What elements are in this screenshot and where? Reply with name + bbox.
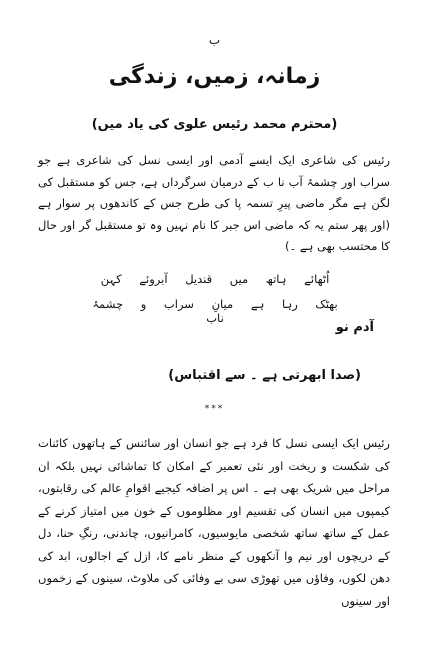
section-letter: ب: [208, 33, 221, 47]
section-separator: ***: [204, 404, 225, 414]
source-citation: (صدا ابھرتی ہے ۔ سے اقتباس): [168, 368, 361, 383]
paragraph-1: رئیس کی شاعری ایک ایسے آدمی اور ایسی نسل کی شاعری ہے جو سراب اور چشمۂ آب نا ب کے درمیان سرگرداں ہے، جس کو مستقبل کی لگن ہے مگر ماضی پیرِ تسمہ پا کی طرح جس کے کاندھوں پر سوار ہے (اور پھر ستم یہ کہ ماضی اس جبر کا نام نہیں وہ تو مستقبل گر اور حال کا محتسب بھی ہے ۔): [38, 153, 390, 253]
paragraph-2: رئیس ایک ایسی نسل کا فرد ہے جو انسان اور سائنس کے ہاتھوں کائنات کی شکست و ریخت اور نئی تعمیر کے امکان کا تماشائی نہیں بلکہ ان مراحل میں شریک بھی ہے ۔ اس پر اضافہ کیجیے اقوامِ عالم کی رقابتوں، کیمپوں میں انسان کی تقسیم اور مظلوموں کے خون میں امتیاز کرنے کے عمل کے ساتھ ساتھ شخصی مایوسیوں، کامرانیوں، چاندنی، رنگِ حنا، دل کے دریچوں اور نیم وا آنکھوں کے منظر نامے کا، ازل کے اجالوں، ابد کی دھن لکوں، وفاؤں میں تھوڑی سی بے وفائی کی ملاوٹ، سینوں کے زخموں اور سینوں: [38, 436, 390, 608]
dedication-byline: (محترم محمد رئیس علوی کی یاد میں): [91, 117, 338, 132]
verse-author: آدم نو: [335, 320, 374, 335]
verse-line-2: بھٹک رہا ہے میانِ سراب و چشمۂ ناب: [92, 297, 338, 325]
verse-line-1: اُٹھائے ہاتھ میں قندیل آبروئے کہن: [100, 272, 330, 286]
page-title: زمانہ، زمیں، زندگی: [108, 64, 321, 89]
